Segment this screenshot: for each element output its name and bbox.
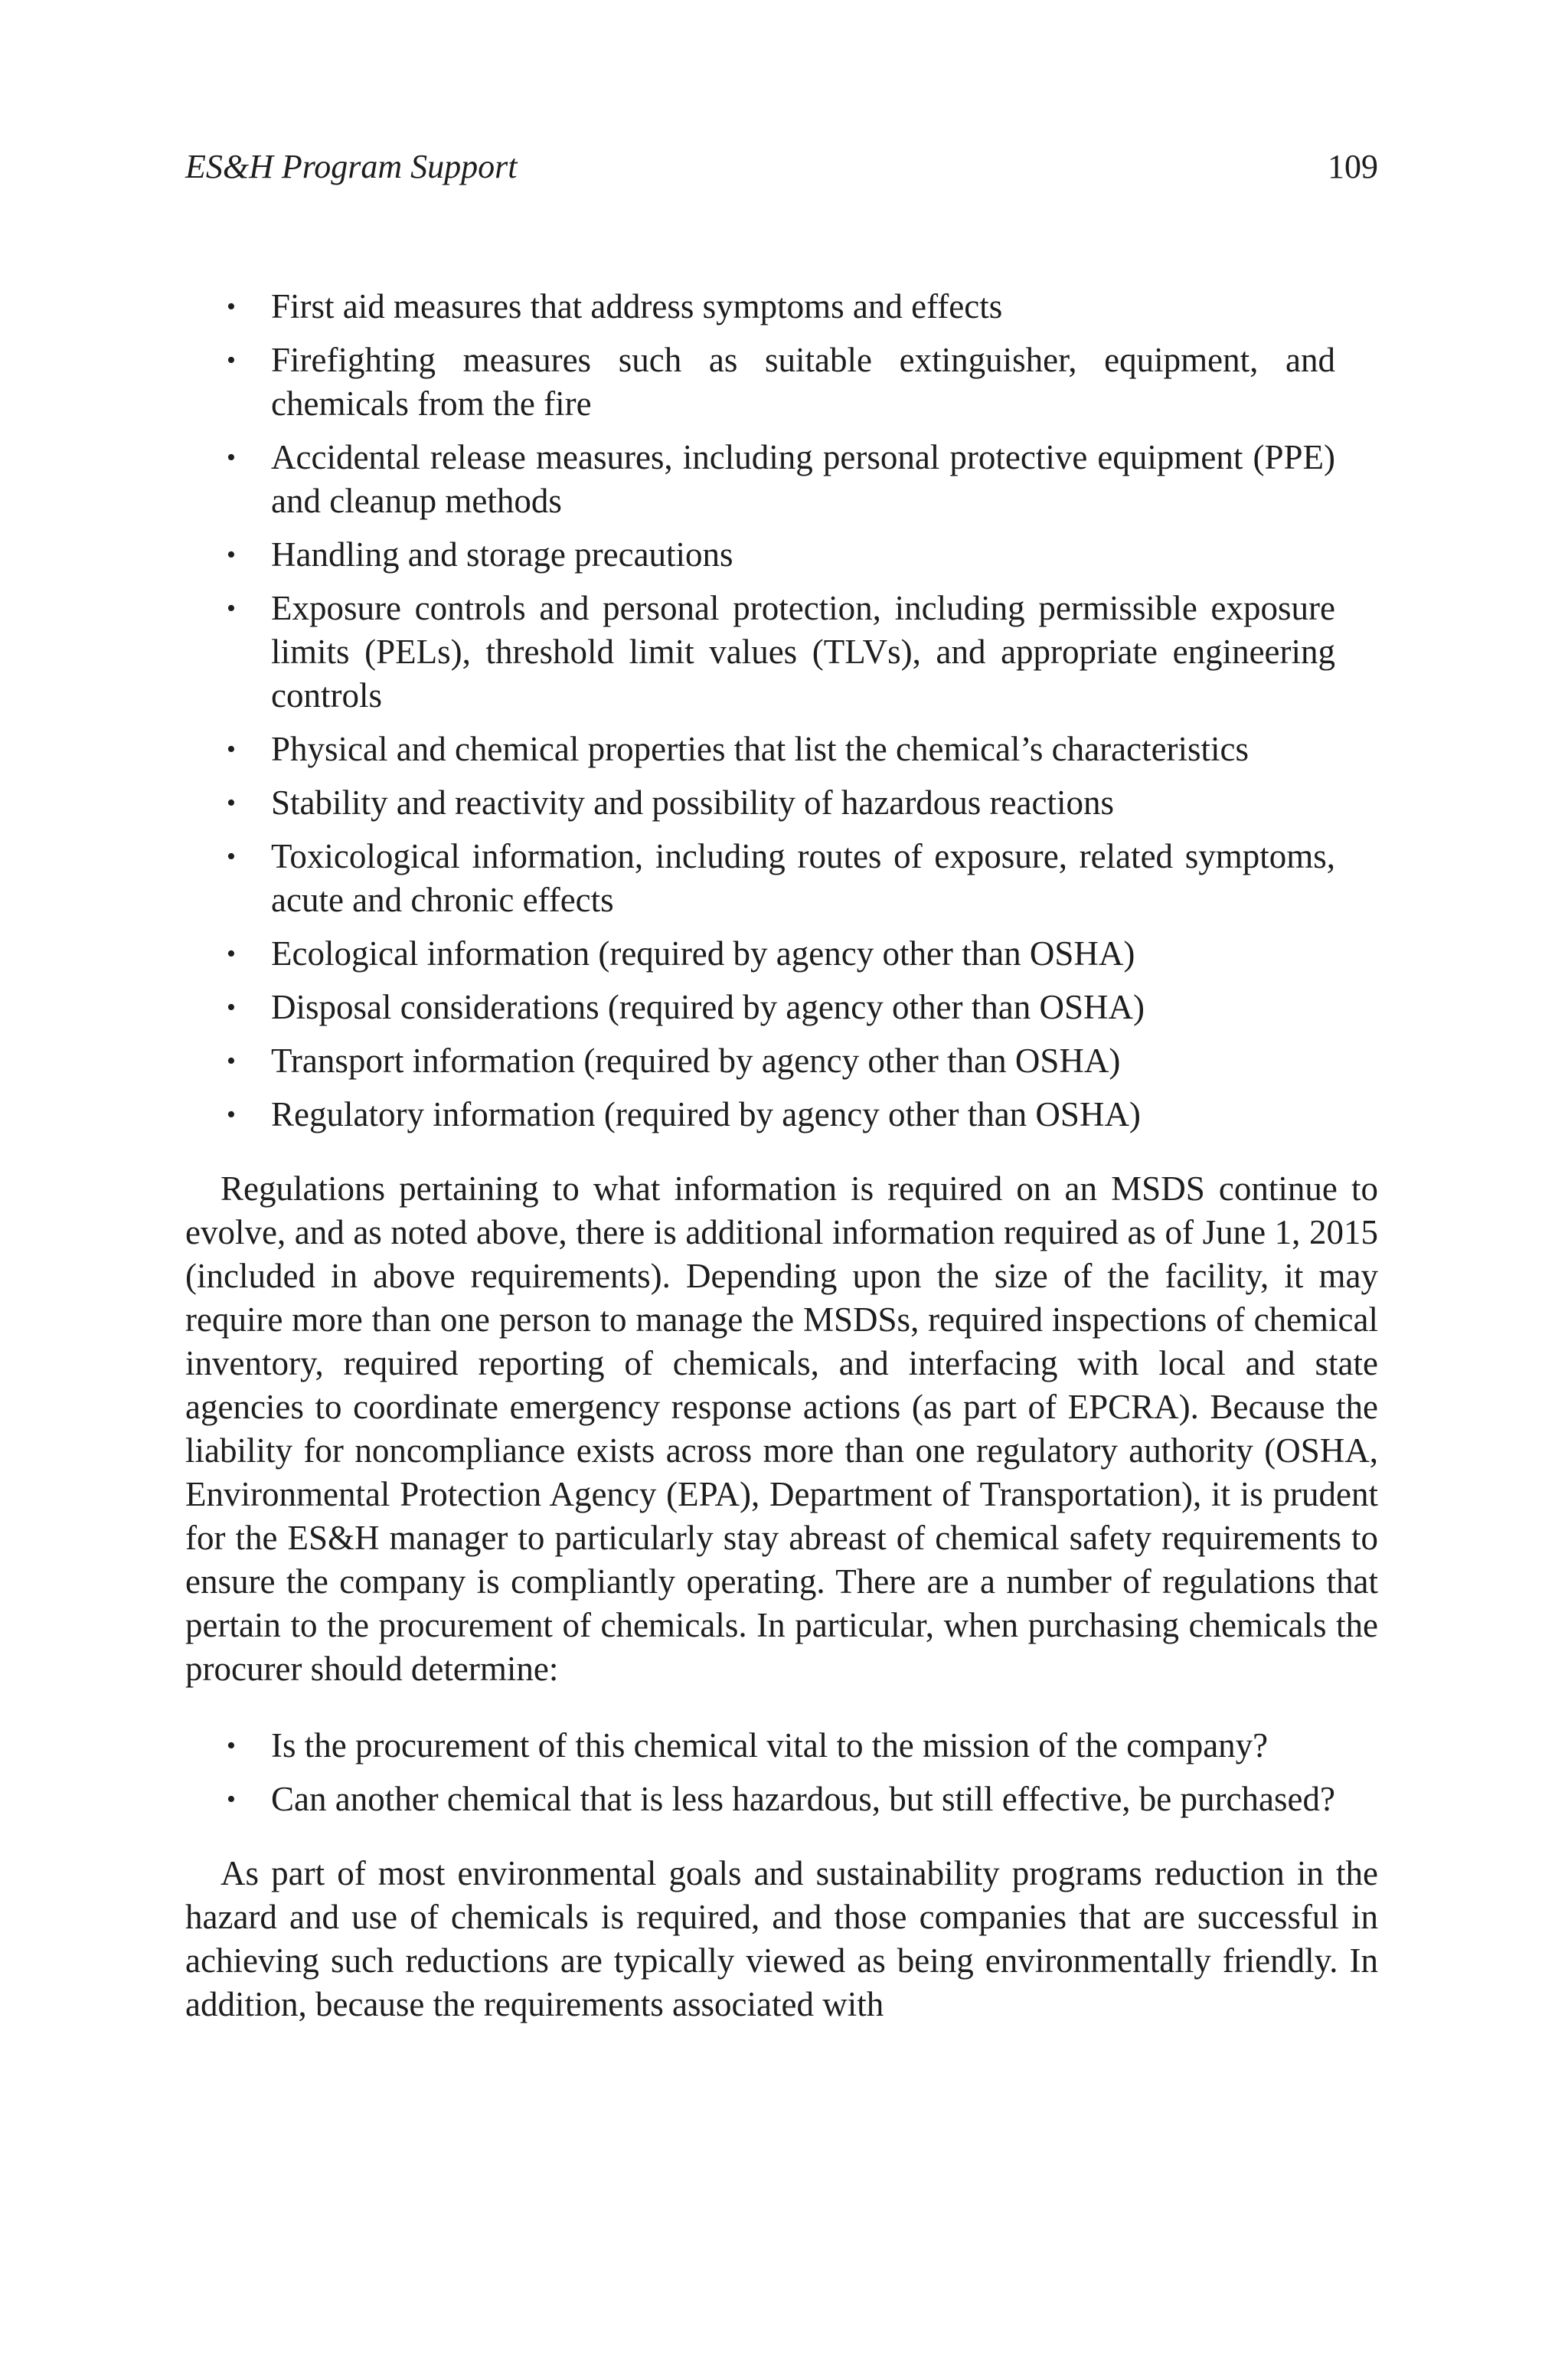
list-item	[227, 533, 1335, 577]
bullet-icon: •	[227, 940, 236, 968]
body-paragraph-sustainability: As part of most environmental goals and sustainability programs reduction in the hazard and use of chemicals is required, and those companies that are successful in achieving such reductions are typically viewed as being environmentally friendly. In addition, because the requirements associated with	[185, 1854, 1378, 2023]
list-item	[227, 932, 1335, 976]
main-content	[185, 285, 1378, 2026]
bullet-icon: •	[227, 541, 236, 569]
bullet-icon: •	[227, 1047, 236, 1075]
list-item-text: Is the procurement of this chemical vital to the mission of the company?	[271, 1726, 1269, 1765]
list-item	[227, 436, 1335, 523]
list-item	[227, 835, 1335, 922]
list-item-text: Disposal considerations (required by agency other than OSHA)	[271, 988, 1145, 1026]
bullet-icon: •	[227, 1101, 236, 1129]
list-item-text: Handling and storage precautions	[271, 535, 733, 574]
list-item-text: Exposure controls and personal protection, including permissible exposure limits (PELs), threshold limit values (TLVs), and appropriate engineering controls	[271, 589, 1335, 715]
list-item-text: Stability and reactivity and possibility of hazardous reactions	[271, 783, 1114, 822]
running-header	[185, 144, 1378, 190]
list-item-text: Firefighting measures such as suitable extinguisher, equipment, and chemicals from the fire	[271, 341, 1335, 423]
list-item	[227, 1778, 1335, 1821]
list-item	[227, 339, 1335, 426]
bullet-icon: •	[227, 1732, 236, 1760]
bullet-icon: •	[227, 346, 236, 374]
list-item-text: Physical and chemical properties that list the chemical’s characteristics	[271, 730, 1250, 768]
body-paragraph-regulations: Regulations pertaining to what information is required on an MSDS continue to evolve, and as noted above, there is additional information required as of June 1, 2015 (included in above requirements). Depending upon the size of the facility, it may require more than one person to manage the MSDSs, required inspections of chemical inventory, required reporting of chemicals, and interfacing with local and state agencies to coordinate emergency response actions (as part of EPCRA). Because the liability for noncompliance exists across more than one regulatory authority (OSHA, Environmental Protection Agency (EPA), Department of Transportation), it is prudent for the ES&H manager to particularly stay abreast of chemical safety requirements to ensure the company is compliantly operating. There are a number of regulations that pertain to the procurement of chemicals. In particular, when purchasing chemicals the procurer should determine:	[185, 1169, 1378, 1688]
bullet-icon: •	[227, 594, 236, 623]
list-item	[227, 1039, 1335, 1083]
bullet-icon: •	[227, 993, 236, 1022]
page-number: 109	[1328, 148, 1378, 185]
list-item	[227, 1093, 1335, 1137]
procurement-questions-list	[185, 1724, 1335, 1821]
list-item-text: Regulatory information (required by agency other than OSHA)	[271, 1095, 1141, 1133]
list-item	[227, 285, 1335, 329]
list-item-text: Accidental release measures, including personal protective equipment (PPE) and cleanup methods	[271, 438, 1335, 520]
bullet-icon: •	[227, 1785, 236, 1814]
bullet-icon: •	[227, 293, 236, 321]
list-item	[227, 587, 1335, 718]
bullet-icon: •	[227, 443, 236, 472]
bullet-icon: •	[227, 735, 236, 764]
list-item-text: First aid measures that address symptoms and effects	[271, 287, 1003, 325]
list-item-text: Ecological information (required by agency other than OSHA)	[271, 934, 1135, 973]
running-title: ES&H Program Support	[185, 148, 518, 185]
list-item-text: Can another chemical that is less hazardous, but still effective, be purchased?	[271, 1780, 1335, 1818]
list-item	[227, 986, 1335, 1029]
list-item	[227, 1724, 1335, 1768]
list-item-text: Transport information (required by agency other than OSHA)	[271, 1042, 1121, 1080]
bullet-icon: •	[227, 789, 236, 817]
list-item-text: Toxicological information, including routes of exposure, related symptoms, acute and chronic effects	[271, 837, 1335, 919]
bullet-icon: •	[227, 842, 236, 871]
list-item	[227, 781, 1335, 825]
list-item	[227, 728, 1335, 771]
sds-requirements-list	[185, 285, 1335, 1137]
